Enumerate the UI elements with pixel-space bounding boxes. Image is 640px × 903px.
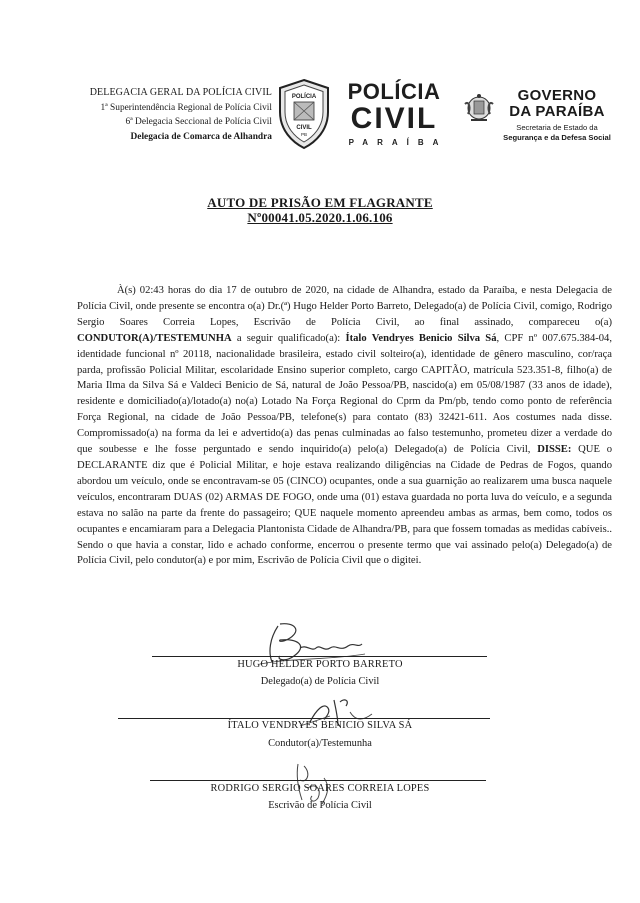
document-title: AUTO DE PRISÃO EM FLAGRANTE	[207, 195, 433, 210]
body-bold-condutor: CONDUTOR(A)/TESTEMUNHA	[77, 332, 232, 344]
signature-line-1	[152, 656, 487, 657]
signature-role-1: Delegado(a) de Polícia Civil	[260, 676, 380, 687]
logo-paraiba-text: PARAÍBA	[348, 138, 448, 147]
body-part-4: QUE o DECLARANTE diz que é Policial Militar, e hoje estava realizando diligências na Cidade de Pedras de Fogos, quando abordou um veículo, onde se encontravam-se 05 (CINCO) ocupantes, onde a sua guarnição ao realizarem uma busca naquele veículos, encontraram DUAS (02) ARMAS DE FOGO, onde uma (01) estava guardada no porta luva do veículo, e a segunda estava no salão na parte da frente do passageiro; QUE naquele momento apreendeu ambas as armas, bem como, todos os ocupantes e encamiaram para a Delegacia Plantonista Cidade de Alhandra/PB, para que fossem tomadas as medidas cabíveis.. Sendo o que havia a constar, lido e achado conforme, encerrou o presente termo que vai assinado pelo(a) Delegado(a) de Polícia Civil, pelo condutor(a) e por mim, Escrivão de Polícia Civil que o digitei.	[77, 444, 612, 567]
logo-governo-text: GOVERNO	[517, 87, 597, 104]
logo-policia-text: POLÍCIA	[347, 79, 441, 104]
logo-civil-text: CIVIL	[350, 102, 438, 135]
body-part-3: , CPF nº 007.675.384-04, identidade funcional nº 20118, nacionalidade brasileira, estado civil solteiro(a), identidade de gênero masculino, cor/raça parda, profissão Policial Militar, escolaridade Ensino superior completo, cargo CAPITÃO, matrícula 523.351-8, filho(a) de Maria Ilma da Silva Sá e Valdeci Benicio de Sá, natural de João Pessoa/PB, nascido(a) em 05/08/1987 (33 anos de idade), residente e domiciliado(a)/lotado(a) no(a) Lotado Na Força Regional do Cprm da Pm/pb, tendo como ponto de referência Força Regional, na cidade de João Pessoa/PB, telefone(s) para contato (83) 32421-611. Aos costumes nada disse. Compromissado(a) na forma da lei e advertido(a) das penas culminadas ao falso testemunho, prometeu dizer a verdade do que soubesse e lhe fosse perguntado e sendo inquirido(a) pelo(a) Delegado(a) de Polícia Civil,	[77, 332, 613, 456]
badge-bottom-text: CIVIL	[296, 125, 312, 131]
body-part-1: À(s) 02:43 horas do dia 17 de outubro de 2020, na cidade de Alhandra, estado da Paraíba, e nesta Delegacia de Polícia Civil, onde presente se encontra o(a) Dr.(ª) Hugo Helder Porto Barreto, Delegado(a) de Polícia Civil, comigo, Rodrigo Sergio Soares Correia Lopes, Escrivão de Polícia Civil, ao final assinado, compareceu o(a)	[77, 285, 612, 328]
signature-name-3: RODRIGO SERGIO SOARES CORREIA LOPES	[210, 783, 430, 794]
institution-line-1: DELEGACIA GERAL DA POLÍCIA CIVIL	[89, 87, 272, 98]
body-part-2: a seguir qualificado(a):	[231, 332, 346, 344]
logo-seguranca-text: Segurança e da Defesa Social	[503, 132, 611, 142]
signature-role-3: Escrivão de Polícia Civil	[268, 800, 372, 811]
signature-line-3	[150, 780, 486, 781]
governo-paraiba-logo	[497, 88, 617, 142]
institution-line-3: 6ª Delegacia Seccional de Polícia Civil	[125, 117, 272, 127]
state-crest-icon	[461, 90, 497, 126]
badge-state-text: PB	[300, 132, 308, 137]
document-body	[77, 283, 612, 569]
signature-name-1: HUGO HELDER PORTO BARRETO	[237, 659, 403, 670]
logo-secretaria-text: Secretaria de Estado da	[516, 123, 598, 132]
badge-top-text: POLÍCIA	[291, 94, 317, 100]
policia-civil-logo	[338, 80, 450, 147]
body-bold-name: Ítalo Vendryes Benicio Silva Sá	[345, 332, 497, 344]
header-institution	[62, 86, 272, 144]
institution-line-2: 1ª Superintendência Regional de Polícia Civil	[100, 102, 272, 113]
logo-da-paraiba-text: DA PARAÍBA	[509, 103, 605, 120]
document-number: Nº00041.05.2020.1.06.106	[247, 210, 393, 225]
body-bold-disse: DISSE:	[537, 444, 572, 456]
body-paragraph	[77, 283, 612, 569]
signature-role-2: Condutor(a)/Testemunha	[268, 738, 372, 749]
institution-line-4: Delegacia de Comarca de Alhandra	[130, 131, 272, 142]
signature-name-2: ÍTALO VENDRYES BENICIO SILVA SÁ	[227, 720, 413, 731]
signature-line-2	[118, 718, 490, 719]
police-badge-icon	[276, 78, 332, 150]
